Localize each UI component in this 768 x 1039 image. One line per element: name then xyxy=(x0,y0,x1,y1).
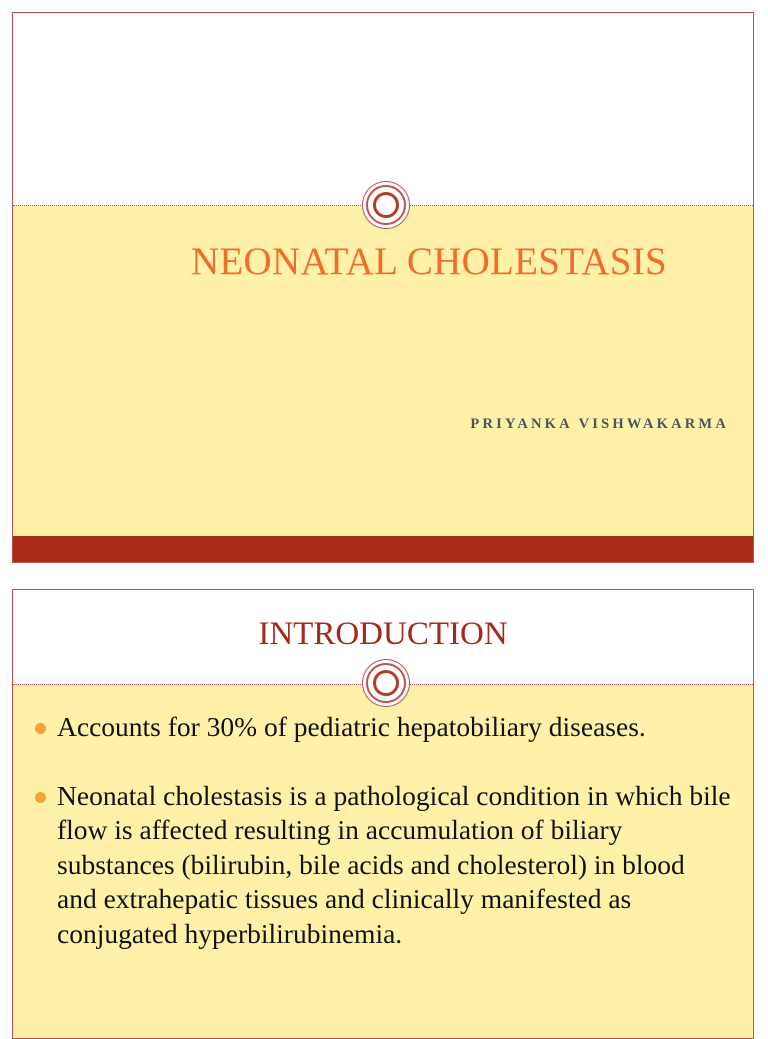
author-name: PRIYANKA VISHWAKARMA xyxy=(470,416,729,432)
bullet-text: Neonatal cholestasis is a pathological condition in which bile flow is affected resulting in accumulation of biliary substances (bilirubin, bile acids and cholesterol) in blood and extrahepatic tissues and clinically manifested as conjugated hyperbilirubinemia. xyxy=(57,779,731,949)
circle-ornament-icon xyxy=(366,663,406,703)
slide-header-area xyxy=(13,13,753,206)
list-item xyxy=(35,710,731,745)
bullet-list xyxy=(35,710,731,985)
slide-heading: INTRODUCTION xyxy=(258,616,508,652)
slide-title: NEONATAL CHOLESTASIS xyxy=(190,240,668,283)
footer-bar xyxy=(13,536,753,562)
bullet-dot-icon xyxy=(35,723,46,734)
bullet-text: Accounts for 30% of pediatric hepatobiliary diseases. xyxy=(57,711,646,742)
title-slide xyxy=(12,12,754,563)
list-item xyxy=(35,779,731,952)
introduction-slide xyxy=(12,589,754,1039)
bullet-dot-icon xyxy=(35,792,46,803)
circle-ornament-icon xyxy=(366,185,406,225)
